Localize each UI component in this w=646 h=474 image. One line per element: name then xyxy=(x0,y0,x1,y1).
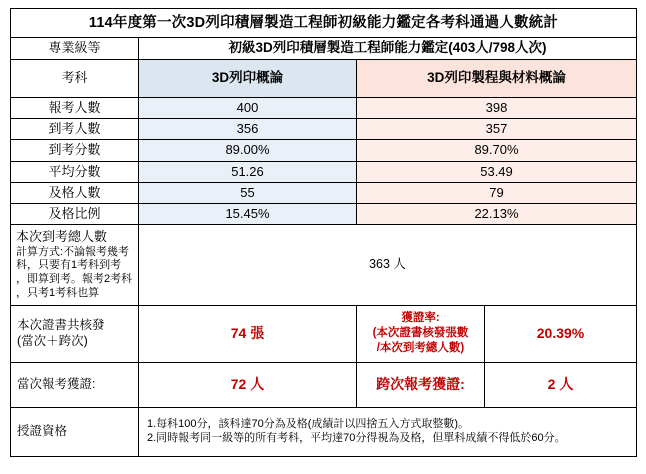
certificate-rate-value: 20.39% xyxy=(485,305,637,362)
subject-row-label: 考科 xyxy=(11,60,139,98)
stat-label-2: 到考分數 xyxy=(11,140,139,161)
total-attend-label-line2: 計算方式:不論報考幾考 xyxy=(16,245,130,258)
table-row xyxy=(11,161,637,182)
certificate-count: 74 張 xyxy=(139,305,357,362)
stat-value-3-0: 51.26 xyxy=(139,161,357,182)
level-row-label: 專業級等 xyxy=(11,38,139,60)
certificate-row xyxy=(11,305,637,362)
certificate-rate-label-line1: 獲證率: xyxy=(401,312,440,325)
stat-value-4-1: 79 xyxy=(357,182,637,203)
cross-session-label: 跨次報考獲證: xyxy=(357,362,485,407)
page-title: 114年度第一次3D列印積層製造工程師初級能力鑑定各考科通過人數統計 xyxy=(11,9,637,38)
table-row xyxy=(11,97,637,118)
total-attend-label-line1: 本次到考總人數 xyxy=(16,229,108,245)
total-attend-label-line4: ，即算到考。報考2考科 xyxy=(16,273,133,286)
stat-value-0-1: 398 xyxy=(357,97,637,118)
qualification-row xyxy=(11,407,637,456)
certificate-rate-label-line3: /本次到考總人數) xyxy=(376,342,465,355)
table-row xyxy=(11,182,637,203)
stat-value-1-1: 357 xyxy=(357,119,637,140)
stat-label-0: 報考人數 xyxy=(11,97,139,118)
cross-session-value: 2 人 xyxy=(485,362,637,407)
total-attend-row xyxy=(11,225,637,305)
total-attend-label-line3: 科，只要有1考科到考 xyxy=(16,259,122,272)
stat-label-1: 到考人數 xyxy=(11,119,139,140)
stat-value-4-0: 55 xyxy=(139,182,357,203)
current-session-row xyxy=(11,362,637,407)
certificate-rate-label xyxy=(357,305,485,362)
subject-header-1: 3D列印概論 xyxy=(139,60,357,98)
statistics-table xyxy=(10,8,637,457)
title-row xyxy=(11,9,637,38)
subject-header-2: 3D列印製程與材料概論 xyxy=(357,60,637,98)
certificate-label xyxy=(11,305,139,362)
qualification-notes xyxy=(139,407,637,456)
certificate-rate-label-line2: (本次證書核發張數 xyxy=(372,327,469,340)
stat-value-1-0: 356 xyxy=(139,119,357,140)
table-row xyxy=(11,119,637,140)
certificate-label-line1: 本次證書共核發 xyxy=(17,318,105,332)
table-row xyxy=(11,204,637,225)
stat-value-5-0: 15.45% xyxy=(139,204,357,225)
stat-value-3-1: 53.49 xyxy=(357,161,637,182)
level-row-value: 初級3D列印積層製造工程師能力鑑定(403人/798人次) xyxy=(139,38,637,60)
stat-value-2-1: 89.70% xyxy=(357,140,637,161)
stat-label-5: 及格比例 xyxy=(11,204,139,225)
stat-value-0-0: 400 xyxy=(139,97,357,118)
qualification-note-1: 1.每科100分，該科達70分為及格(成績計以四捨五入方式取整數)。 xyxy=(147,417,470,430)
qualification-note-2: 2.同時報考同一級等的所有考科，平均達70分得視為及格，但單科成績不得低於60分。 xyxy=(147,431,566,444)
total-attend-value: 363 人 xyxy=(139,225,637,305)
stat-label-4: 及格人數 xyxy=(11,182,139,203)
certificate-label-line2: (當次＋跨次) xyxy=(17,333,88,348)
total-attend-label-line5: ，只考1考科也算 xyxy=(16,286,100,299)
stat-label-3: 平均分數 xyxy=(11,161,139,182)
qualification-label: 授證資格 xyxy=(11,407,139,456)
table-row xyxy=(11,140,637,161)
current-session-value: 72 人 xyxy=(139,362,357,407)
level-row xyxy=(11,38,637,60)
total-attend-label xyxy=(11,225,139,305)
subject-header-row xyxy=(11,60,637,98)
current-session-label: 當次報考獲證: xyxy=(11,362,139,407)
stat-value-2-0: 89.00% xyxy=(139,140,357,161)
stat-value-5-1: 22.13% xyxy=(357,204,637,225)
